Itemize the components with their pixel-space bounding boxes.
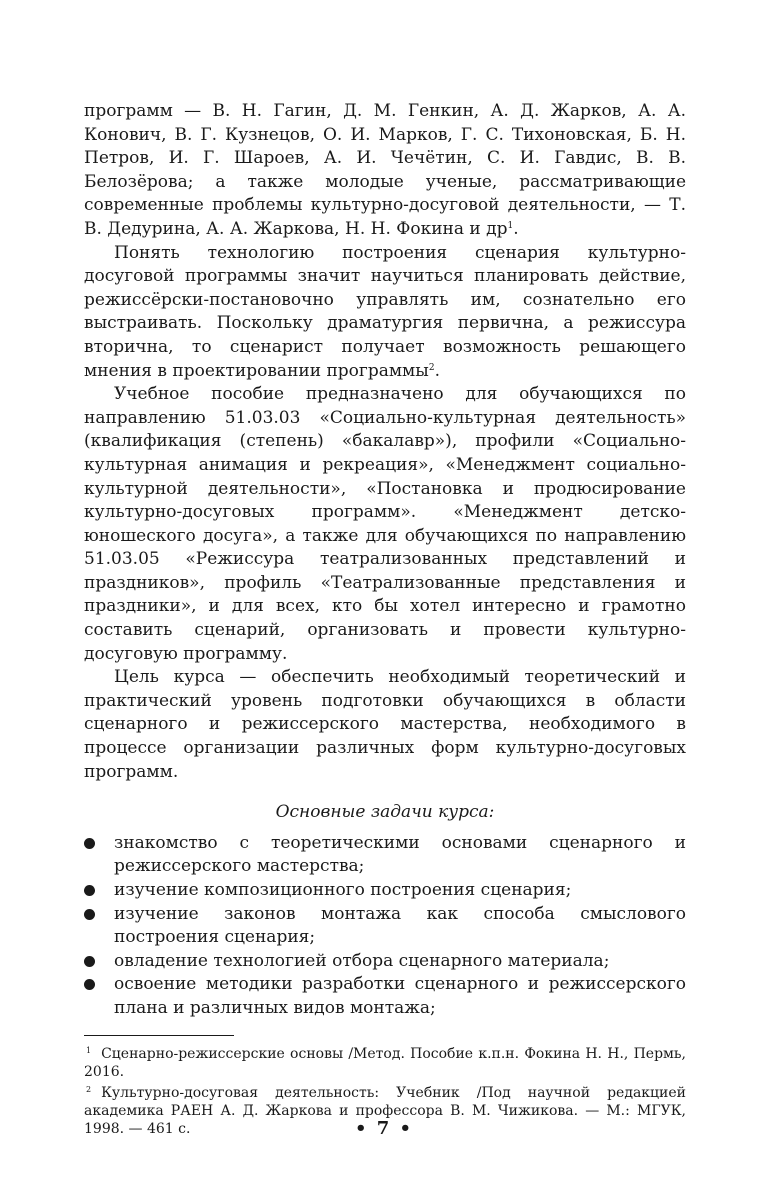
paragraph-authors: программ — В. Н. Гагин, Д. М. Генкин, А. Д. Жарков, А. А. Конович, В. Г. Кузнецов, О. И. Марков, Г. С. Тихоновская, Б. Н. Петров, И. Г. Шароев, А. И. Чечётин, С. И. Гавдис, В. В. Белозёрова; а также молодые ученые, рассматривающие современные проблемы культурно-досуговой деятельности, — Т. В. Дедурина, А. А. Жаркова, Н. Н. Фокина и $др^1$. (84, 101, 686, 239)
bullet-icon (84, 838, 95, 849)
bullet-icon (84, 909, 95, 920)
list-item (84, 950, 686, 974)
footnote-number: 1 (86, 1045, 92, 1055)
task-text: изучение композиционного построения сценария; (114, 880, 572, 900)
tasks-title: Основные задачи курса: (275, 802, 495, 823)
paragraph-authors-text: программ — В. Н. Гагин, Д. М. Генкин, А. Д. Жарков, А. А. Конович, В. Г. Кузнецов, О. И. Марков, Г. С. Тихоновская, Б. Н. Петров, И. Г. Шароев, А. И. Чечётин, С. И. Гавдис, В. В. Белозёрова; а также молодые ученые, рассматривающие современные проблемы культурно-досуговой деятельности, — Т. В. Дедурина, А. А. Жаркова, Н. Н. Фокина и др (84, 101, 686, 239)
paragraph-audience: Учебное пособие предназначено для обучающихся по направлению 51.03.03 «Социально-культурная деятельность» (квалификация (степень) «бакалавр»), профили «Социально-культурная анимация и рекреация», «Менеджмент социально-культурной деятельности», «Постановка и продюсирование культурно-досуговых программ». «Менеджмент детско-юношеского досуга», а также для обучающихся по направлению 51.03.05 «Режиссура театрализованных представлений и праздников», профиль «Театрализованные представления и праздники», и для всех, кто бы хотел интересно и грамотно составить сценарий, организовать и провести культурно-досуговую программу. (84, 384, 686, 664)
task-text: знакомство с теоретическими основами сценарного и режиссерского мастерства; (114, 832, 686, 877)
paragraph-technology-end: . (434, 360, 440, 381)
paragraph-technology (84, 242, 686, 384)
footnote-divider (84, 1035, 234, 1036)
bullet-icon (84, 885, 95, 896)
footnote-text: Культурно-досуговая деятельность: Учебник /Под научной редакцией академика РАЕН А. Д. Жаркова и профессора В. М. Чижикова. — М.: МГУК, 1998. — 461 с. (84, 1084, 686, 1137)
list-item (84, 879, 686, 903)
page-number: • 7 • (354, 1118, 414, 1139)
paragraph-goal: Цель курса — обеспечить необходимый теоретический и практический уровень подготовки обучающихся в области сценарного и режиссерского мастерства, необходимого в процессе организации различных форм культурно-досуговых программ. (84, 667, 686, 782)
task-text: изучение законов монтажа как способа смыслового построения сценария; (114, 903, 686, 948)
page-body (84, 100, 686, 1138)
list-item (84, 973, 686, 1020)
list-item (84, 832, 686, 879)
task-text: овладение технологией отбора сценарного материала; (114, 950, 610, 971)
tasks-list (84, 832, 686, 1021)
footnote-ref-1: 1 (507, 220, 514, 231)
list-item (84, 903, 686, 950)
paragraph-technology-text: Понять технологию построения сценария культурно-досуговой программы значит научиться планировать действие, режиссёрски-постановочно управлять им, сознательно его выстраивать. Поскольку драматургия первична, а режиссура вторична, то сценарист получает возможность решающего мнения в проектировании программы (84, 242, 686, 381)
footnote-number: 2 (86, 1084, 92, 1094)
task-text: освоение методики разработки сценарного и режиссерского плана и различных видов монтажа; (114, 974, 686, 1018)
footnote-1 (84, 1042, 686, 1081)
bullet-icon (84, 979, 95, 990)
footnote-text: Сценарно-режиссерские основы /Метод. Пособие к.п.н. Фокина Н. Н., Пермь, 2016. (84, 1045, 686, 1080)
footnote-ref-2: 2 (428, 362, 435, 373)
bullet-icon (84, 956, 95, 967)
